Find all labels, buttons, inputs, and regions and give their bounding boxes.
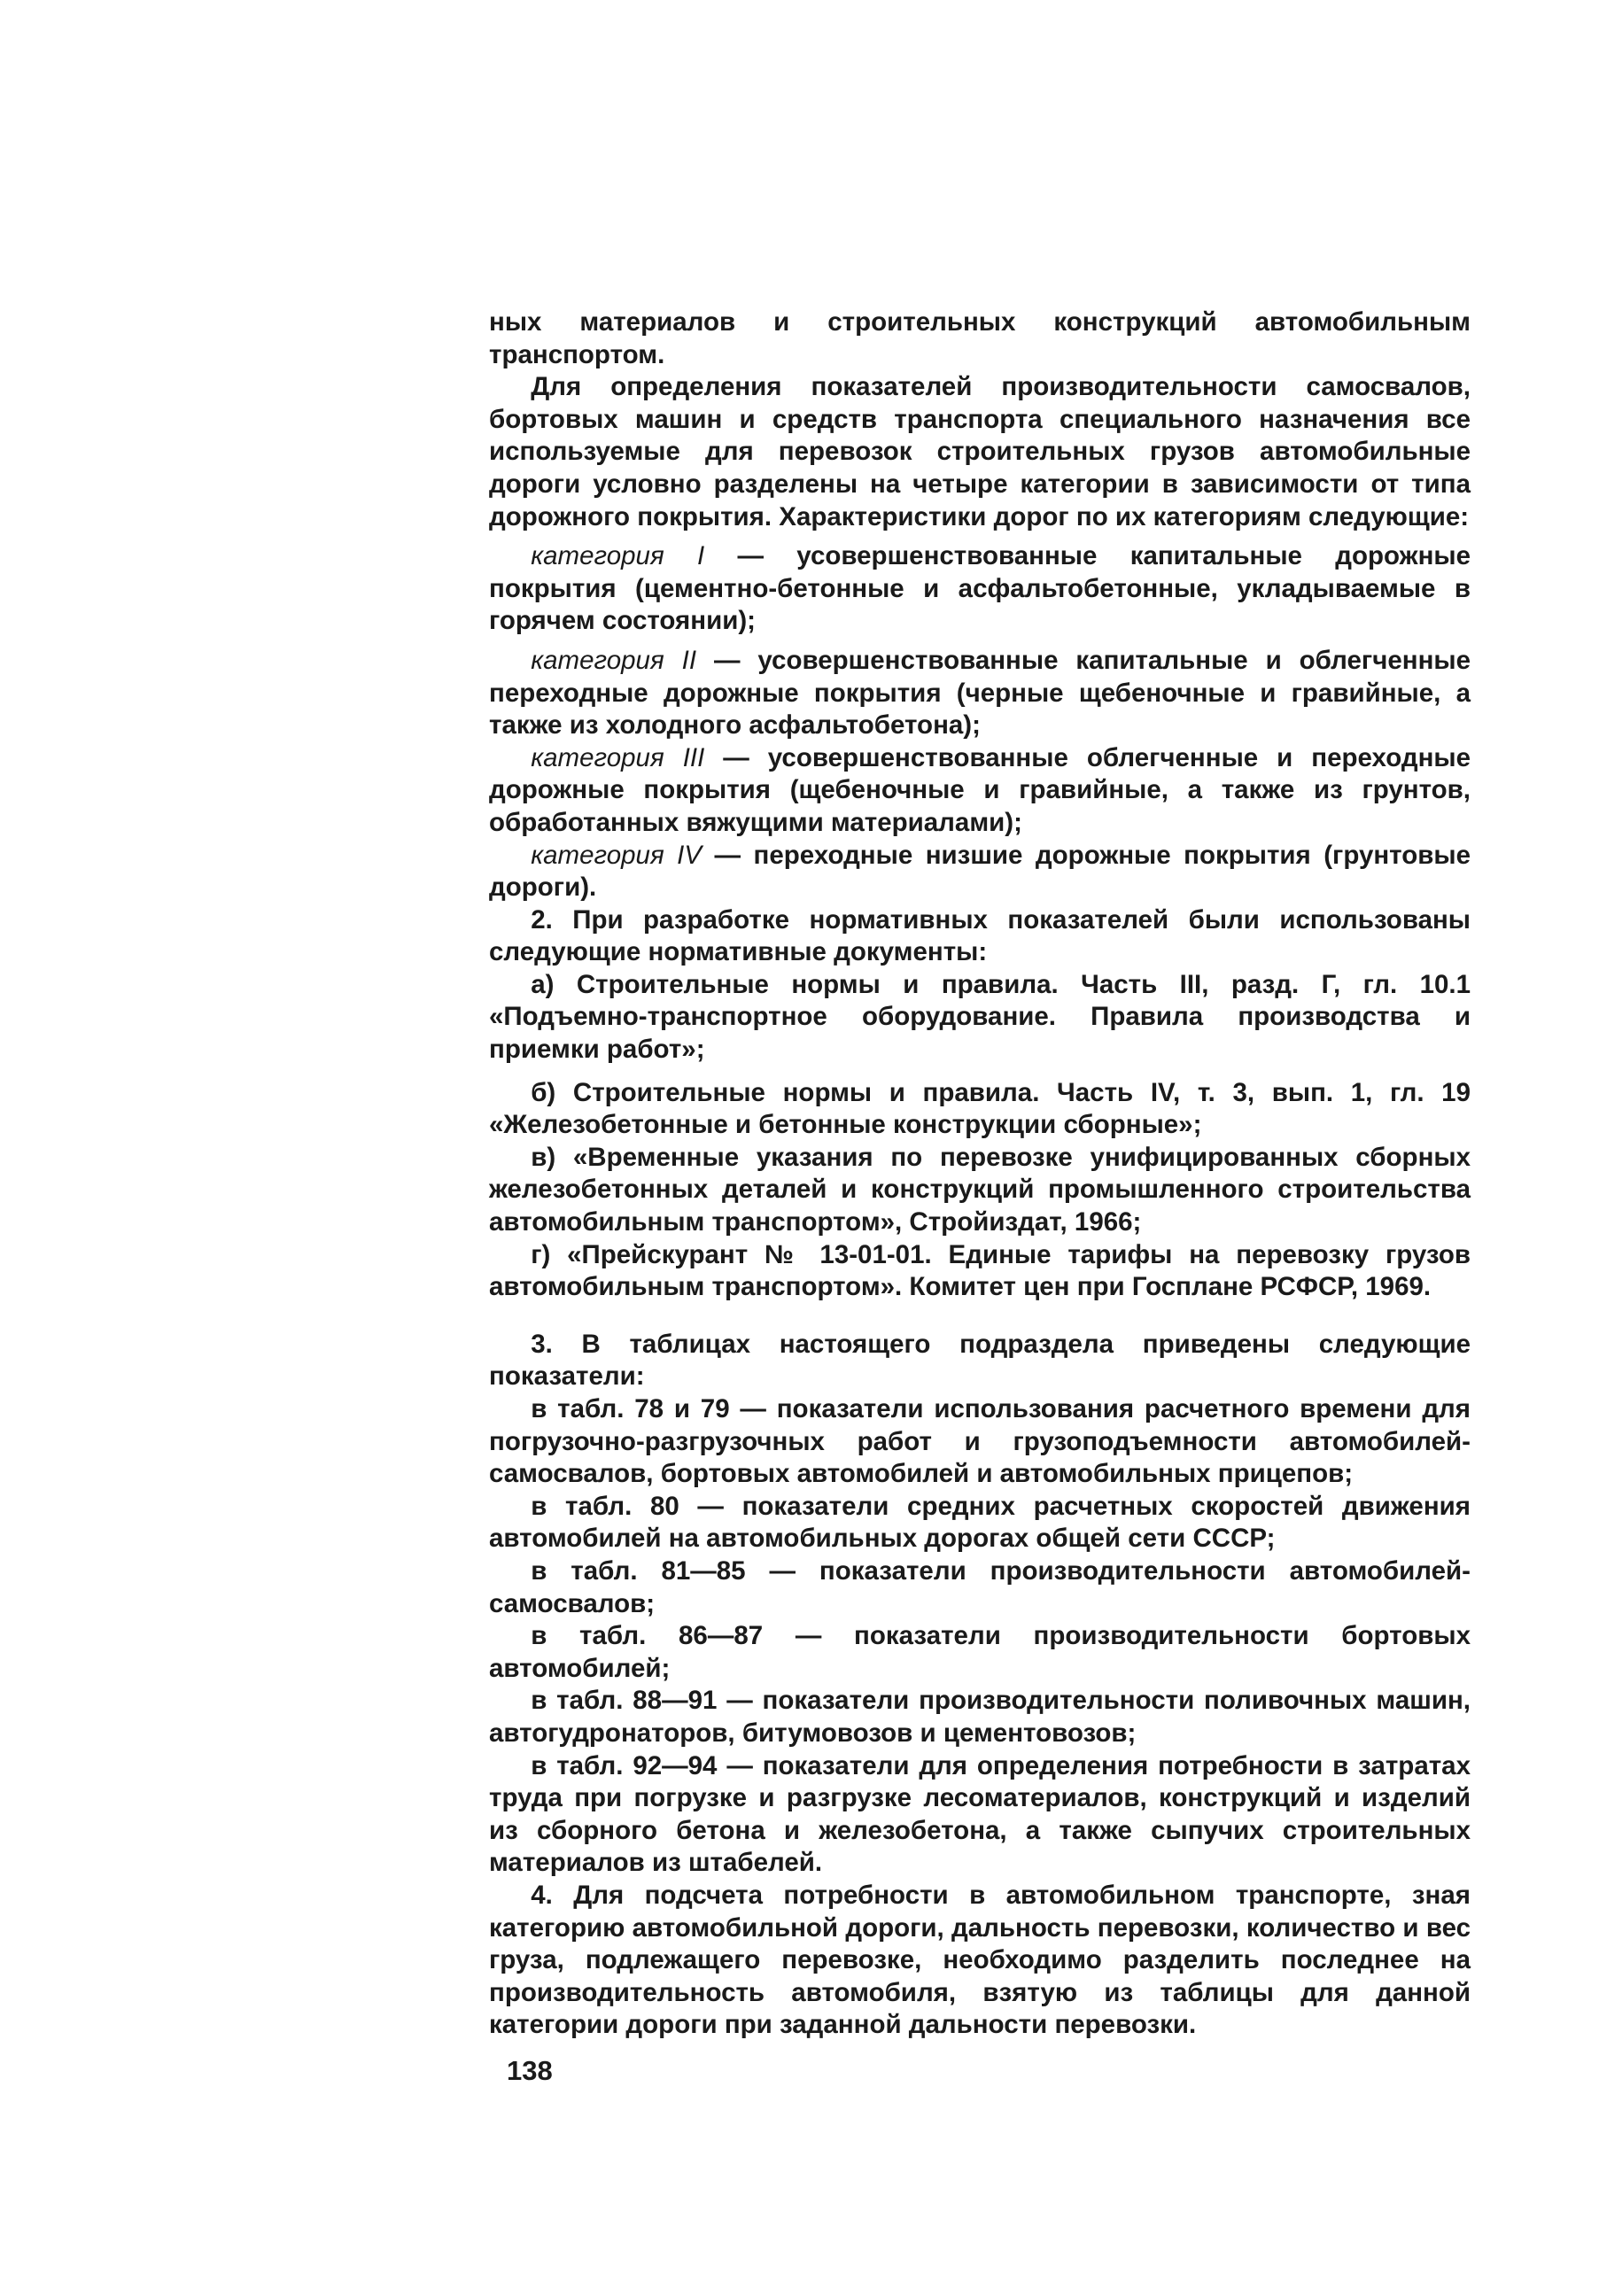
category-text: — усовершенствованные капитальные дорожные покрытия (цементно-бетонные и асфальтобетонные, укладываемые в горячем состоянии);	[489, 541, 1471, 636]
table-ref-item: в табл. 92—94 — показатели для определения потребности в затратах труда при погрузке и разгрузке лесоматериалов, конструкций и изделий из сборного бетона и железобетона, а также сыпучих строительных материалов из штабелей.	[489, 1750, 1471, 1878]
calculation-paragraph: 4. Для подсчета потребности в автомобильном транспорте, зная категорию автомобильной дороги, дальность перевозки, количество и вес груза, подлежащего перевозке, необходимо разделить последнее на производительность автомобиля, взятую из таблицы для данной категории дороги при заданной дальности перевозки.	[489, 1880, 1471, 2040]
category-text: — усовершенствованные облегченные и переходные дорожные покрытия (щебеночные и гравийные, а также из грунтов, обработанных вяжущими материалами);	[489, 742, 1471, 837]
category-label: категория II	[531, 645, 697, 675]
table-ref-item: в табл. 86—87 — показатели производительности бортовых автомобилей;	[489, 1621, 1471, 1683]
category-item	[489, 742, 1471, 840]
page-number: 138	[507, 2055, 553, 2086]
table-ref-item: в табл. 80 — показатели средних расчетных скоростей движения автомобилей на автомобильных дорогах общей сети СССР;	[489, 1491, 1471, 1554]
table-ref-item: в табл. 78 и 79 — показатели использования расчетного времени для погрузочно-разгрузочных работ и грузоподъемности автомобилей-самосвалов, бортовых автомобилей и автомобильных прицепов;	[489, 1394, 1471, 1489]
category-label: категория I	[531, 541, 705, 571]
tables-intro-paragraph: 3. В таблицах настоящего подраздела приведены следующие показатели:	[489, 1329, 1471, 1392]
norm-doc-item: г) «Прейскурант № 13-01-01. Единые тарифы на перевозку грузов автомобильным транспортом». Комитет цен при Госплане РСФСР, 1969.	[489, 1239, 1471, 1302]
norm-doc-item: а) Строительные нормы и правила. Часть III, разд. Г, гл. 10.1 «Подъемно-транспортное оборудование. Правила производства и приемки работ»;	[489, 969, 1471, 1065]
norm-doc-item: в) «Временные указания по перевозке унифицированных сборных железобетонных деталей и конструкций промышленного строительства автомобильным транспортом», Стройиздат, 1966;	[489, 1142, 1471, 1237]
table-ref-item: в табл. 88—91 — показатели производительности поливочных машин, автогудронаторов, битумовозов и цементовозов;	[489, 1686, 1471, 1748]
category-item	[489, 840, 1471, 904]
intro-paragraph: ных материалов и строительных конструкций автомобильным транспортом.	[489, 307, 1471, 369]
page-body	[489, 306, 1471, 2042]
definitions-paragraph: Для определения показателей производительности самосвалов, бортовых машин и средств транспорта специального назначения все используемые для перевозок строительных грузов автомобильные дороги условно разделены на четыре категории в зависимости от типа дорожного покрытия. Характеристики дорог по их категориям следующие:	[489, 372, 1471, 531]
category-item	[489, 645, 1471, 742]
category-text: — переходные низшие дорожные покрытия (грунтовые дороги).	[489, 840, 1471, 903]
category-label: категория III	[531, 742, 705, 772]
category-text: — усовершенствованные капитальные и облегченные переходные дорожные покрытия (черные щебеночные и гравийные, а также из холодного асфальтобетона);	[489, 645, 1471, 741]
norms-intro-paragraph: 2. При разработке нормативных показателей были использованы следующие нормативные документы:	[489, 904, 1471, 967]
table-ref-item: в табл. 81—85 — показатели производительности автомобилей-самосвалов;	[489, 1555, 1471, 1618]
norm-doc-item: б) Строительные нормы и правила. Часть IV, т. 3, вып. 1, гл. 19 «Железобетонные и бетонные конструкции сборные»;	[489, 1077, 1471, 1140]
category-label: категория IV	[531, 840, 702, 870]
category-item	[489, 540, 1471, 638]
